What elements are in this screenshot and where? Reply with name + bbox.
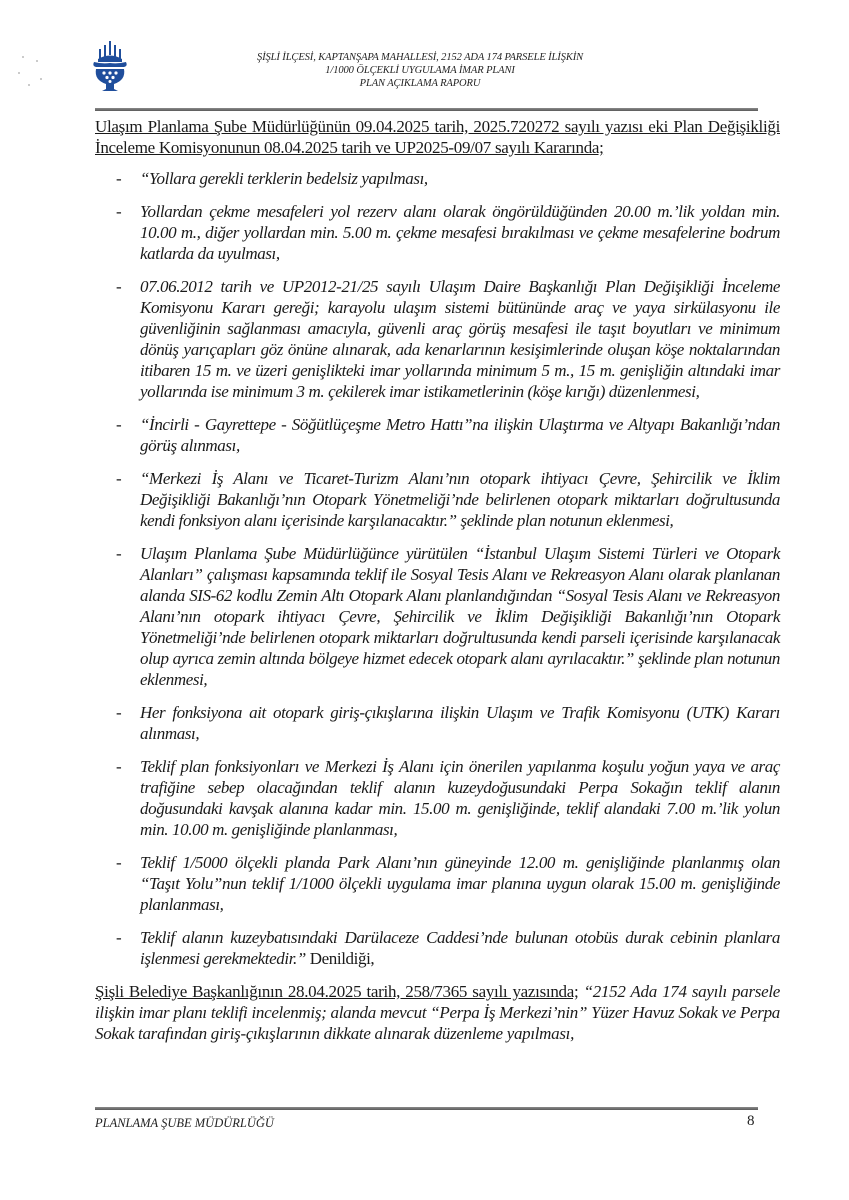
list-marker: - <box>116 928 122 947</box>
document-body <box>95 116 780 1044</box>
list-item-text: Yollardan çekme mesafeleri yol rezerv alanı olarak öngörüldüğünden 20.00 m.’lik yoldan min. 10.00 m., diğer yollardan min. 5.00 m. çekme mesafesi bırakılması ve çekme mesafelerine bodrum katlarda da uyulması, <box>140 202 780 263</box>
header-line-3: PLAN AÇIKLAMA RAPORU <box>359 78 481 89</box>
list-item-text: Teklif 1/5000 ölçekli planda Park Alanı’nın güneyinde 12.00 m. genişliğinde planlanmış olan “Taşıt Yolu”nun teklif 1/1000 ölçekli uygulama imar planına uygun olarak 15.00 m. genişliğinde planlanması, <box>140 853 780 914</box>
header-divider <box>95 108 758 111</box>
list-item-suffix: Denildiği, <box>305 949 375 968</box>
header-line-1: ŞİŞLİ İLÇESİ, KAPTANŞAPA MAHALLESİ, 2152 ADA 174 PARSELE İLİŞKİN <box>256 52 584 63</box>
footer-department: PLANLAMA ŞUBE MÜDÜRLÜĞÜ <box>95 1116 274 1130</box>
closing-paragraph <box>95 981 780 1044</box>
list-item-text: 07.06.2012 tarih ve UP2012-21/25 sayılı Ulaşım Daire Başkanlığı Plan Değişikliği İnceleme Komisyonu Kararı gereği; karayolu ulaşım sistemi bütününde araç ve yaya sirkülasyonu ile güvenliğinin sağlanması amacıyla, güvenli araç görüş mesafesi ile taşıt boyutları ve minimum dönüş yarıçapları göz önüne alınarak, ada kenarlarının kesişimlerinde oluşan köşe noktalarından itibaren 15 m. ve üzeri genişlikteki imar yollarında minimum 5 m., 15 m. genişliğin altındaki imar yollarında ise minimum 3 m. çekilerek imar istikametlerinin (köşe kırığı) düzenlenmesi, <box>140 277 780 401</box>
list-item <box>95 927 780 969</box>
list-item-text: Teklif alanın kuzeybatısındaki Darülaceze Caddesi’nde bulunan otobüs durak cebinin planlara işlenmesi gerekmektedir.” <box>140 928 780 968</box>
list-marker: - <box>116 169 122 188</box>
list-marker: - <box>116 853 122 872</box>
list-marker: - <box>116 703 122 722</box>
list-marker: - <box>116 544 122 563</box>
scan-artifact <box>14 50 54 90</box>
closing-paragraph-quote: “2152 Ada 174 sayılı parsele ilişkin imar planı teklifi incelenmiş; alanda mevcut “Perpa İş Merkezi’nin” Yüzer Havuz Sokak ve Perpa Sokak tarafından giriş-çıkışlarının dikkate alınarak düzenleme yapılması, <box>95 982 780 1043</box>
list-item <box>95 414 780 456</box>
list-item <box>95 201 780 264</box>
istanbul-municipality-logo-icon <box>92 40 128 92</box>
list-item <box>95 468 780 531</box>
list-item-text: Ulaşım Planlama Şube Müdürlüğünce yürütülen “İstanbul Ulaşım Sistemi Türleri ve Otopark Alanları” çalışması kapsamında teklif ile Sosyal Tesis Alanı ve Rekreasyon Alanı olarak planlanan alanda SIS-62 kodlu Zemin Altı Otopark Alanı planlandığından “Sosyal Tesis Alanı ve Rekreasyon Alanı’nın otopark ihtiyacı Çevre, Şehircilik ve İklim Değişikliği Bakanlığı’nın Otopark Yönetmeliği’nde belirlenen otopark miktarları doğrultusunda kendi parseli içerisinde karşılanacak olup ayrıca zemin altında bölgeye hizmet edecek otopark alanı ayrılacaktır.” şeklinde plan notunun eklenmesi, <box>140 544 780 689</box>
list-item <box>95 852 780 915</box>
list-item <box>95 168 780 189</box>
section-lead: Ulaşım Planlama Şube Müdürlüğünün 09.04.2025 tarih, 2025.720272 sayılı yazısı eki Plan Değişikliği İnceleme Komisyonunun 08.04.2025 tarih ve UP2025-09/07 sayılı Kararında; <box>95 117 780 157</box>
list-item <box>95 702 780 744</box>
footer-divider <box>95 1107 758 1110</box>
closing-paragraph-reference: Şişli Belediye Başkanlığının 28.04.2025 tarih, 258/7365 sayılı yazısında; <box>95 982 579 1001</box>
list-item <box>95 276 780 402</box>
list-item-text: Teklif plan fonksiyonları ve Merkezi İş Alanı için önerilen yapılanma koşulu yoğun yaya ve araç trafiğine sebep olacağından teklif alanın kuzeydoğusundaki Perpa Sokağın teklif alanın doğusundaki kavşak alanına kadar min. 15.00 m. genişliğinde, teklif alandaki 7.00 m.’lik yolun min. 10.00 m. genişliğinde planlanması, <box>140 757 780 839</box>
list-item <box>95 756 780 840</box>
list-marker: - <box>116 415 122 434</box>
list-marker: - <box>116 277 122 296</box>
list-marker: - <box>116 469 122 488</box>
list-marker: - <box>116 202 122 221</box>
list-marker: - <box>116 757 122 776</box>
list-item-text: “Merkezi İş Alanı ve Ticaret-Turizm Alanı’nın otopark ihtiyacı Çevre, Şehircilik ve İklim Değişikliği Bakanlığı’nın Otopark Yönetmeliği’nde belirlenen otopark miktarları doğrultusunda kendi fonksiyon alanı içerisinde karşılanacaktır.” şeklinde plan notunun eklenmesi, <box>140 469 780 530</box>
list-item-text: Her fonksiyona ait otopark giriş-çıkışlarına ilişkin Ulaşım ve Trafik Komisyonu (UTK) Kararı alınması, <box>140 703 780 743</box>
list-item-text: “Yollara gerekli terklerin bedelsiz yapılması, <box>140 169 428 188</box>
report-header <box>150 51 690 90</box>
header-line-2: 1/1000 ÖLÇEKLİ UYGULAMA İMAR PLANI <box>325 65 515 76</box>
page-number: 8 <box>747 1113 755 1129</box>
list-item <box>95 543 780 690</box>
list-item-text: “İncirli - Gayrettepe - Söğütlüçeşme Metro Hattı”na ilişkin Ulaştırma ve Altyapı Bakanlığı’ndan görüş alınması, <box>140 415 780 455</box>
decision-list <box>95 168 780 969</box>
